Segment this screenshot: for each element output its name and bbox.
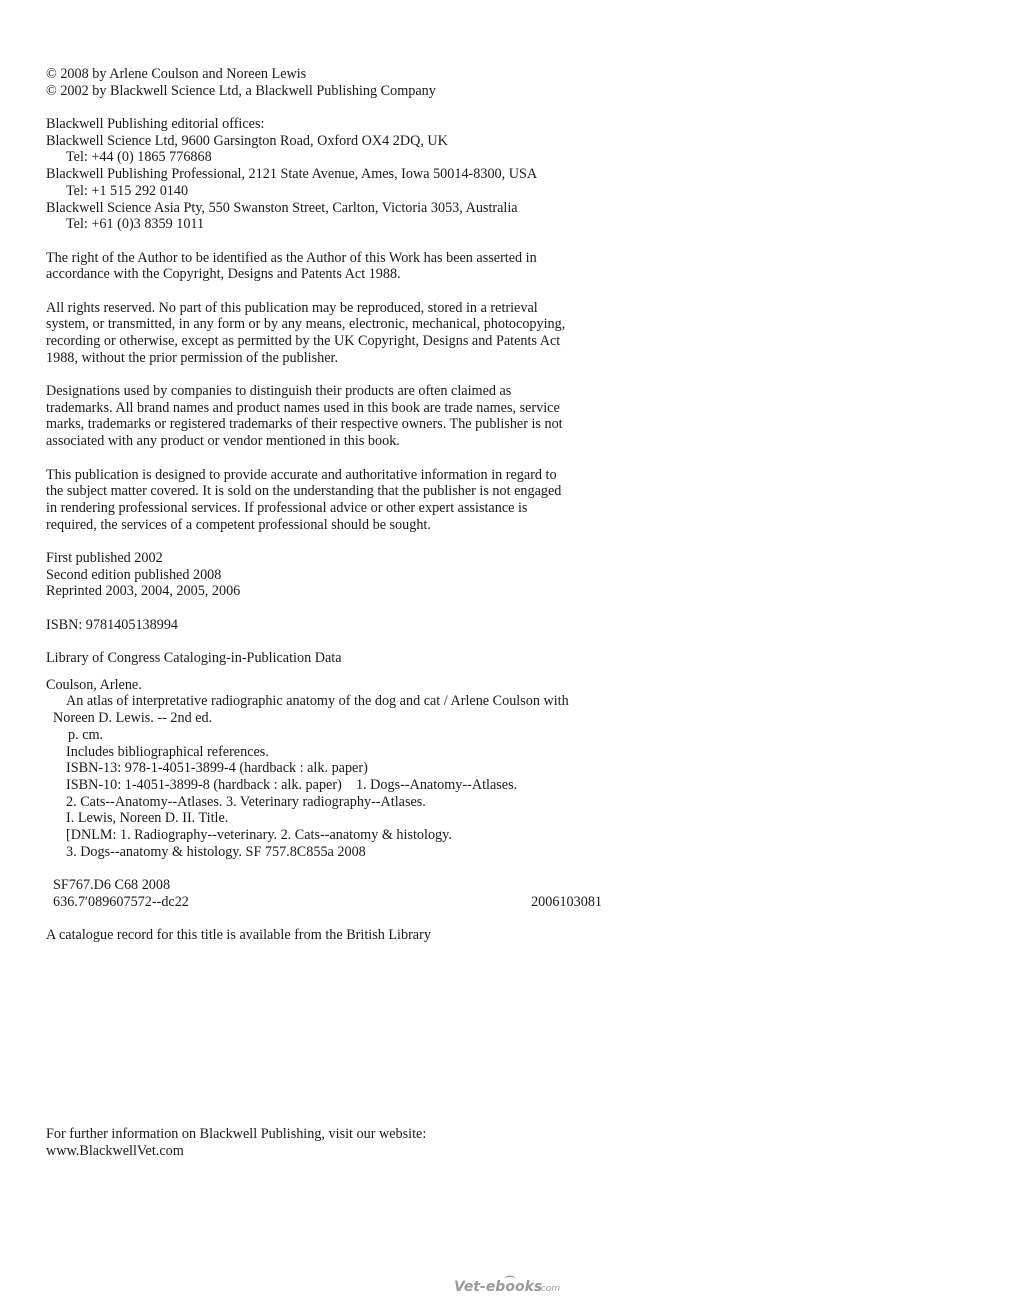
offices-heading: Blackwell Publishing editorial offices: — [46, 116, 265, 133]
isbn-line: ISBN: 9781405138994 — [46, 616, 179, 633]
office-tel: Tel: +44 (0) 1865 776868 — [66, 149, 212, 166]
cip-line: I. Lewis, Noreen D. II. Title. — [66, 810, 229, 827]
cip-dewey-row — [46, 894, 602, 911]
designations-paragraph-line: associated with any product or vendor mentioned in this book. — [46, 433, 400, 450]
disclaimer-paragraph-line: in rendering professional services. If professional advice or other expert assistance is — [46, 499, 528, 516]
watermark-suffix: .com — [538, 1284, 561, 1294]
cip-dewey: 636.7′089607572--dc22 — [53, 893, 189, 910]
history-line: Reprinted 2003, 2004, 2005, 2006 — [46, 583, 241, 600]
office-tel: Tel: +61 (0)3 8359 1011 — [66, 216, 205, 233]
office-tel: Tel: +1 515 292 0140 — [66, 182, 189, 199]
history-line: Second edition published 2008 — [46, 566, 222, 583]
watermark-logo — [452, 1272, 572, 1298]
office-address: Blackwell Science Asia Pty, 550 Swanston Street, Carlton, Victoria 3053, Australia — [46, 199, 518, 216]
cip-author: Coulson, Arlene. — [46, 676, 142, 693]
footer-info: For further information on Blackwell Publishing, visit our website: — [46, 1126, 427, 1142]
loc-heading: Library of Congress Cataloging-in-Publication Data — [46, 650, 342, 667]
rights-paragraph-line: accordance with the Copyright, Designs and Patents Act 1988. — [46, 266, 401, 283]
cip-line: 3. Dogs--anatomy & histology. SF 757.8C855a 2008 — [66, 843, 366, 860]
cip-line: [DNLM: 1. Radiography--veterinary. 2. Cats--anatomy & histology. — [66, 826, 452, 843]
designations-paragraph-line: trademarks. All brand names and product names used in this book are trade names, service — [46, 399, 560, 416]
cip-lccn: 2006103081 — [531, 893, 602, 910]
footer — [46, 1126, 426, 1159]
office-address: Blackwell Publishing Professional, 2121 State Avenue, Ames, Iowa 50014-8300, USA — [46, 166, 538, 183]
reserved-paragraph-line: 1988, without the prior permission of the publisher. — [46, 349, 338, 366]
copyright-page — [46, 66, 606, 944]
cip-line: Includes bibliographical references. — [66, 743, 269, 760]
cip-title-line: An atlas of interpretative radiographic anatomy of the dog and cat / Arlene Coulson with — [66, 693, 569, 710]
cip-title-line: Noreen D. Lewis. -- 2nd ed. — [53, 710, 213, 727]
disclaimer-paragraph-line: required, the services of a competent professional should be sought. — [46, 516, 431, 533]
designations-paragraph-line: Designations used by companies to distinguish their products are often claimed as — [46, 383, 512, 400]
cip-line: ISBN-13: 978-1-4051-3899-4 (hardback : alk. paper) — [66, 760, 368, 777]
cip-line: 2. Cats--Anatomy--Atlases. 3. Veterinary radiography--Atlases. — [66, 793, 426, 810]
reserved-paragraph-line: system, or transmitted, in any form or by any means, electronic, mechanical, photocopying, — [46, 316, 566, 333]
cip-line: ISBN-10: 1-4051-3899-8 (hardback : alk. paper) 1. Dogs--Anatomy--Atlases. — [66, 776, 518, 793]
book-icon — [504, 1276, 516, 1279]
footer-website: www.BlackwellVet.com — [46, 1142, 184, 1159]
disclaimer-paragraph-line: the subject matter covered. It is sold on the understanding that the publisher is not engaged — [46, 483, 562, 500]
rights-paragraph-line: The right of the Author to be identified as the Author of this Work has been asserted in — [46, 249, 537, 266]
office-address: Blackwell Science Ltd, 9600 Garsington Road, Oxford OX4 2DQ, UK — [46, 132, 448, 149]
designations-paragraph-line: marks, trademarks or registered trademarks of their respective owners. The publisher is not — [46, 416, 563, 433]
cip-classification: SF767.D6 C68 2008 — [53, 877, 171, 893]
copyright-line: © 2008 by Arlene Coulson and Noreen Lewis — [46, 66, 307, 82]
copyright-line: © 2002 by Blackwell Science Ltd, a Blackwell Publishing Company — [46, 82, 436, 99]
watermark-logo-image — [452, 1272, 572, 1298]
british-library-note: A catalogue record for this title is available from the British Library — [46, 927, 431, 944]
disclaimer-paragraph-line: This publication is designed to provide accurate and authoritative information in regard to — [46, 466, 557, 483]
cip-block — [46, 677, 606, 911]
history-line: First published 2002 — [46, 549, 163, 566]
watermark-text: Vet-ebooks — [454, 1279, 543, 1295]
reserved-paragraph-line: All rights reserved. No part of this publication may be reproduced, stored in a retrieval — [46, 299, 538, 316]
reserved-paragraph-line: recording or otherwise, except as permitted by the UK Copyright, Designs and Patents Act — [46, 333, 561, 349]
cip-pcm: p. cm. — [68, 726, 104, 743]
